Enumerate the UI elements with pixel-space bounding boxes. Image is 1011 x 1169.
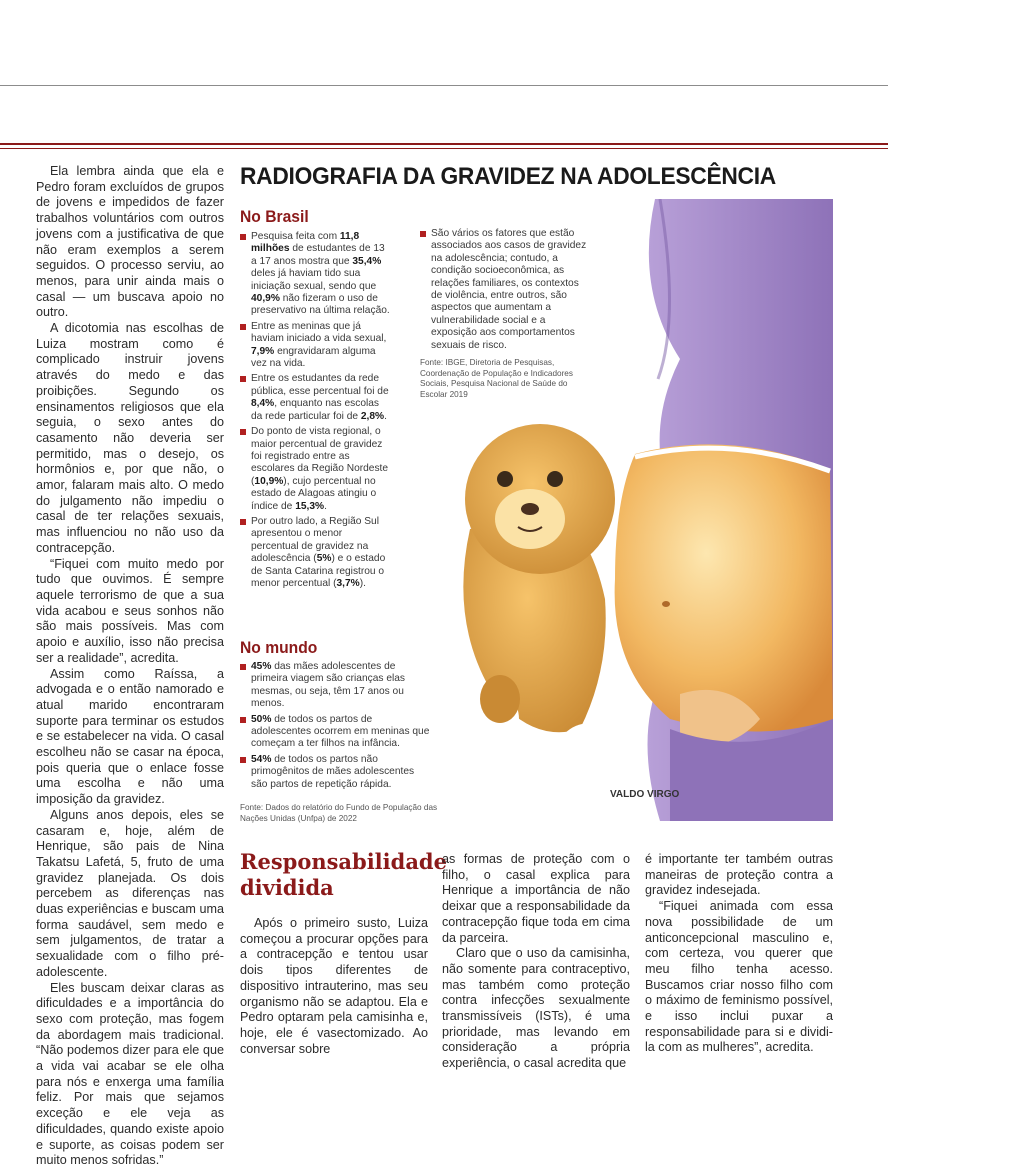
stat-text: Entre os estudantes da rede pública, esse percentual foi de bbox=[251, 373, 389, 397]
bullet-square-icon bbox=[240, 757, 246, 763]
source-note-brasil: Fonte: IBGE, Diretoria de Pesquisas, Coordenação de População e Indicadores Sociais, Pesquisa Nacional de Saúde do Escolar 2019 bbox=[420, 358, 573, 399]
stat-text: de estudantes de 13 a 17 anos mostra que bbox=[251, 243, 385, 267]
stat-highlight: 2,8% bbox=[360, 410, 385, 422]
stat-text: não fizeram o uso de preservativo na última relação. bbox=[251, 293, 390, 317]
stat-item bbox=[240, 373, 392, 423]
brasil-stats-list bbox=[240, 231, 392, 593]
stat-text: . bbox=[384, 410, 387, 422]
bullet-square-icon bbox=[240, 324, 246, 330]
illustrator-signature: VALDO VIRGO bbox=[610, 789, 680, 800]
stat-highlight: 8,4% bbox=[251, 398, 275, 410]
stat-item bbox=[240, 231, 392, 318]
teddy-paw bbox=[480, 675, 520, 723]
top-rule bbox=[0, 85, 888, 86]
stat-text: , enquanto nas escolas da rede particular foi de bbox=[251, 398, 380, 422]
article-column-left bbox=[36, 164, 224, 1169]
stat-text: São vários os fatores que estão associados aos casos de gravidez na adolescência; contudo, a condição socioeconômica, as relações familiares, os contextos de violência, entre outros, são aspectos que aumentam a vulnerabilidade social e a exposição aos comportamentos sexuais de risco. bbox=[431, 228, 587, 351]
section-heading-mundo: No mundo bbox=[240, 638, 318, 657]
stat-highlight: 7,9% bbox=[251, 345, 275, 357]
bullet-square-icon bbox=[240, 717, 246, 723]
paragraph: Alguns anos depois, eles se casaram e, hoje, além de Henrique, são pais de Nina Takatsu Lafetá, 5, fruto de uma gravidez planejada. Os dois percebem as diferenças nas duas experiências e buscam uma forma saudável, sem medo e sem julgamentos, de tratar a sexualidade com o filho pré-adolescente. bbox=[36, 807, 224, 979]
stat-highlight: 5% bbox=[316, 553, 332, 565]
mundo-stats-list bbox=[240, 661, 432, 794]
stat-text: engravidaram alguma vez na vida. bbox=[251, 345, 376, 370]
paragraph: Eles buscam deixar claras as dificuldades e a importância do sexo com proteção, mas fogem da abordagem mais tradicional. “Não podemos dizer para ele que a vida vai acabar se ele olha para nós e enxerga uma família feliz. Por mais que sejamos exceção e ele veja as dificuldades, quando existe apoio e suporte, as coisas podem ser muito menos sofridas.” bbox=[36, 980, 224, 1168]
stat-highlight: 10,9% bbox=[254, 475, 284, 487]
stat-item bbox=[240, 426, 392, 513]
bullet-square-icon bbox=[240, 429, 246, 435]
bullet-square-icon bbox=[240, 234, 246, 240]
stat-item bbox=[240, 321, 392, 371]
stat-highlight: 15,3% bbox=[295, 500, 325, 512]
stat-highlight: 50% bbox=[251, 713, 272, 725]
infobox-title: RADIOGRAFIA DA GRAVIDEZ NA ADOLESCÊNCIA bbox=[240, 163, 776, 190]
stat-text: ), cujo percentual no estado de Alagoas atingiu o índice de bbox=[251, 475, 377, 512]
section-rule-red bbox=[0, 143, 888, 145]
section-heading-brasil: No Brasil bbox=[240, 207, 309, 226]
paragraph: “Fiquei animada com essa nova possibilidade de um anticoncepcional masculino e, com certeza, vou querer que meu filho tenha acesso. Buscamos criar nosso filho com o máximo de feminismo possível, e isso inclui puxar a responsabilidade para si e dividi-la com as mulheres”, acredita. bbox=[645, 899, 833, 1055]
article-column-bottom-2 bbox=[442, 852, 630, 1072]
stat-text: Por outro lado, a Região Sul apresentou o menor percentual de gravidez na adolescência ( bbox=[251, 515, 379, 565]
stat-text: Entre as meninas que já haviam iniciado a vida sexual, bbox=[251, 320, 387, 345]
stat-item bbox=[240, 714, 432, 751]
article-subhead: Responsabilidade dividida bbox=[240, 849, 447, 900]
bullet-square-icon bbox=[240, 519, 246, 525]
bullet-square-icon bbox=[240, 376, 246, 382]
bullet-square-icon bbox=[240, 664, 246, 670]
stat-text: ) e o estado de Santa Catarina registrou o menor percentual ( bbox=[251, 553, 386, 589]
paragraph: as formas de proteção com o filho, o casal explica para Henrique a importância de não deixar que a responsabilidade da contracepção fique toda em cima da parceira. bbox=[442, 852, 630, 945]
stat-item bbox=[240, 661, 432, 711]
article-column-bottom-3 bbox=[645, 852, 833, 1056]
paragraph: “Fiquei com muito medo por tudo que ouvimos. É sempre aquele terrorismo de que a sua vida acabou e seus sonhos não são mais possíveis. Mas com apoio e auxílio, isso não precisa ser a realidade”, acredita. bbox=[36, 556, 224, 665]
stat-highlight: 54% bbox=[251, 753, 272, 765]
bullet-square-icon bbox=[420, 231, 426, 237]
paragraph: Claro que o uso da camisinha, não somente para contraceptivo, mas também como proteção contra infecções sexualmente transmissíveis (ISTs), é uma prioridade, mas levando em consideração a própria experiência, o casal acredita que bbox=[442, 946, 630, 1071]
section-rule-red-thin bbox=[0, 148, 888, 149]
source-note-mundo: Fonte: Dados do relatório do Fundo de População das Nações Unidas (Unfpa) de 2022 bbox=[240, 803, 438, 823]
stat-highlight: 40,9% bbox=[251, 293, 280, 305]
stat-text: Pesquisa feita com bbox=[251, 231, 340, 242]
stat-text: Do ponto de vista regional, o maior percentual de gravidez foi registrado entre as escolares da Região Nordeste ( bbox=[251, 426, 389, 487]
stat-highlight: 11,8 milhões bbox=[251, 231, 360, 255]
stat-text: ). bbox=[359, 577, 366, 589]
stat-item bbox=[240, 754, 432, 791]
paragraph: é importante ter também outras maneiras de proteção contra a gravidez indesejada. bbox=[645, 852, 833, 898]
article-column-bottom-1 bbox=[240, 916, 428, 1057]
stat-highlight: 3,7% bbox=[336, 577, 360, 589]
stat-text: de todos os partos não primogênitos de mães adolescentes são partos de repetição rápida. bbox=[251, 753, 415, 790]
paragraph: Assim como Raíssa, a advogada e o então namorado e atual marido encontraram suporte para terminar os estudos e se estabelecer na vida. O casal escolheu não se casar na época, pois queria que o enlace fosse uma escolha e não uma imposição da gravidez. bbox=[36, 666, 224, 807]
paragraph: Ela lembra ainda que ela e Pedro foram excluídos de grupos de jovens e impedidos de fazer trabalhos voluntários com outros jovens com a justificativa de que não eram exemplos a serem seguidos. O processo serviu, ao menos, para unir ainda mais o casal — um buscava apoio no outro. bbox=[36, 164, 224, 320]
stat-text: deles já haviam tido sua iniciação sexual, sendo que bbox=[251, 268, 377, 292]
stat-item bbox=[240, 516, 392, 590]
pregnancy-teddy-illustration bbox=[430, 199, 833, 821]
paragraph: Após o primeiro susto, Luiza começou a procurar opções para a contracepção e tentou usar dois tipos diferentes de dispositivo intrauterino, mas seu organismo não se adaptou. Ela e Pedro optaram pela camisinha e, hoje, ele é vasectomizado. Ao conversar sobre bbox=[240, 916, 428, 1056]
stat-highlight: 35,4% bbox=[352, 255, 382, 267]
stat-text: . bbox=[324, 500, 327, 512]
stat-text: das mães adolescentes de primeira viagem são crianças elas mesmas, ou seja, têm 17 anos ou menos. bbox=[251, 661, 406, 710]
stat-highlight: 45% bbox=[251, 661, 272, 672]
stat-text: de todos os partos de adolescentes ocorrem em meninas que começam a ter filhos na infância. bbox=[251, 713, 430, 750]
belly bbox=[615, 444, 833, 731]
paragraph: A dicotomia nas escolhas de Luiza mostram como é complicado instruir jovens através do medo e das proibições. Segundo os ensinamentos religiosos que ela seguia, o sexo antes do casamento não deveria ser permitido, mas o desejo, os hormônios e, por que não, o amor, falaram mais alto. O medo do julgamento não impediu o casal de ter relações sexuais, mas influenciou no não uso da contracepção. bbox=[36, 321, 224, 555]
